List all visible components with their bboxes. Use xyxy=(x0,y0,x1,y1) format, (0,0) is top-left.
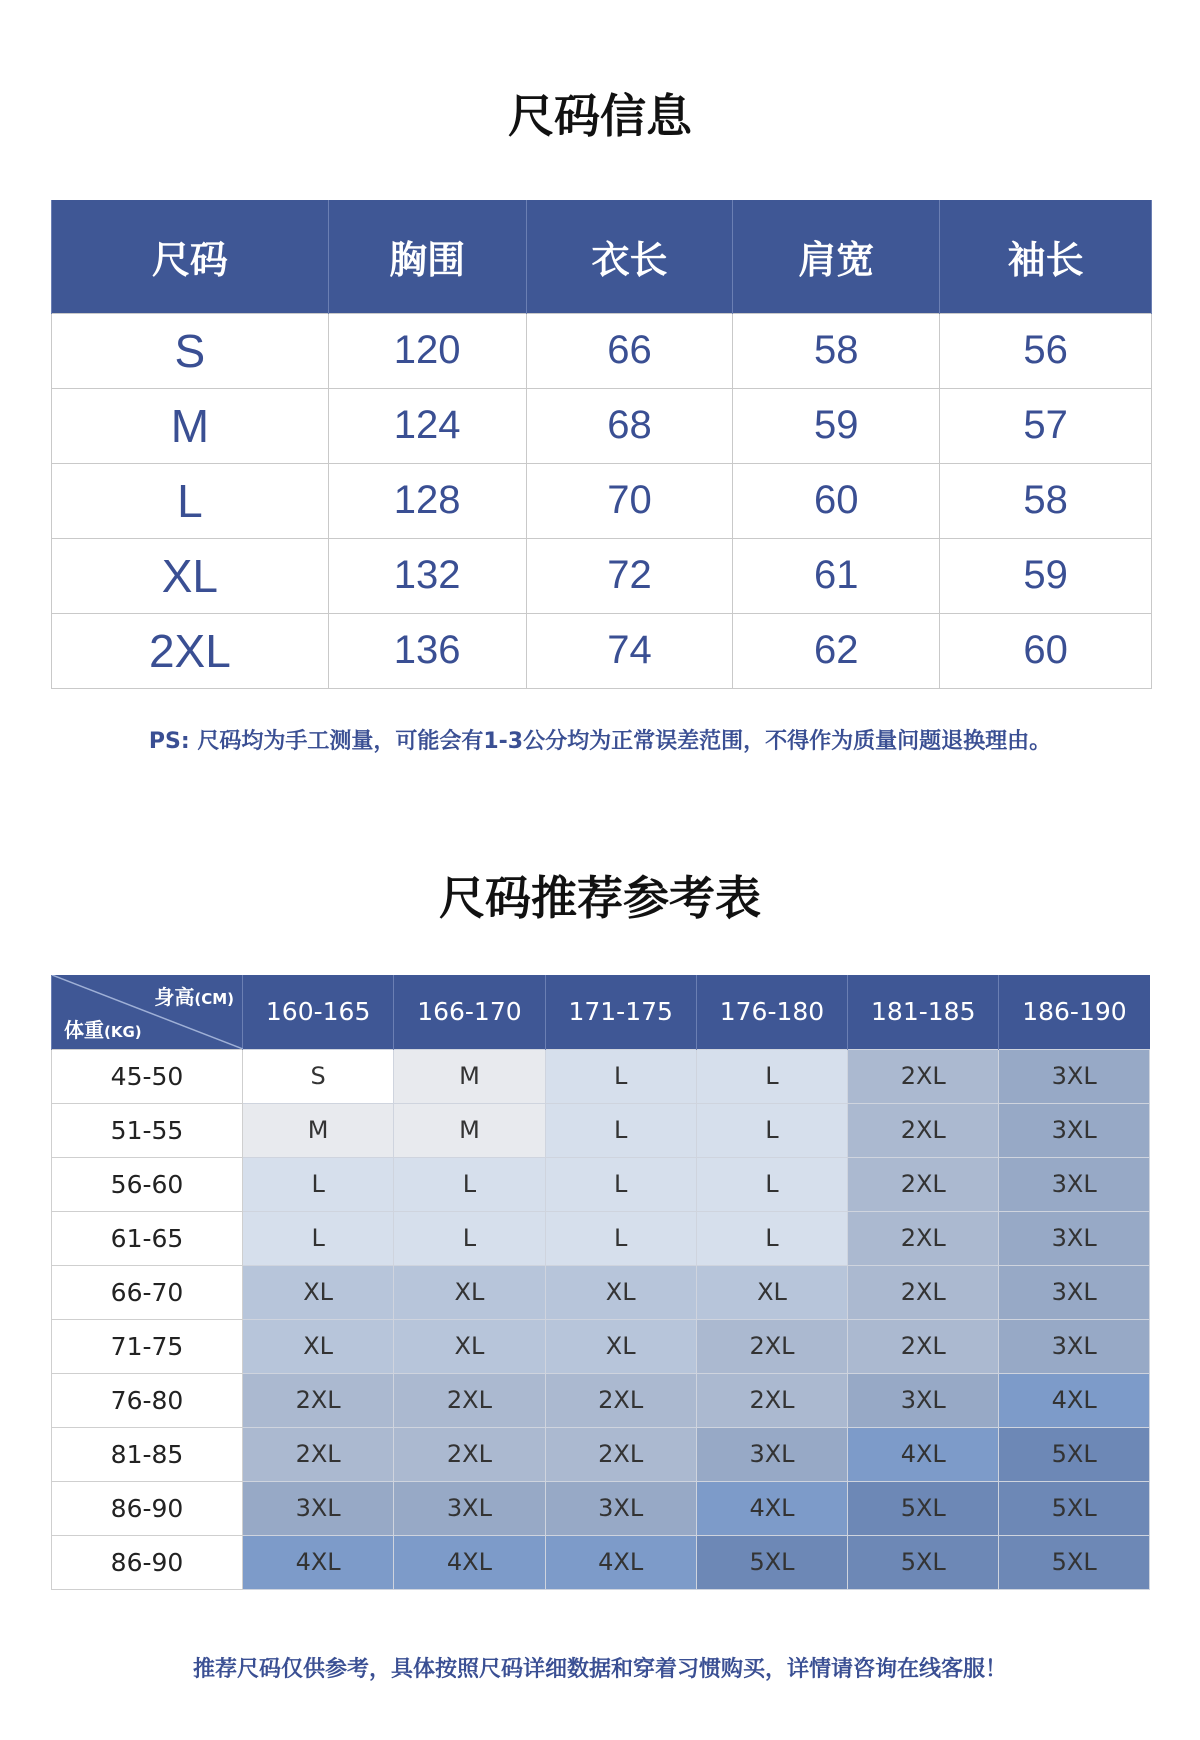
recommended-size-cell: 3XL xyxy=(999,1103,1150,1157)
measurement-cell: 74 xyxy=(526,613,733,688)
recommendation-row xyxy=(52,1103,1150,1157)
recommendation-row xyxy=(52,1265,1150,1319)
recommended-size-cell: 5XL xyxy=(848,1535,999,1589)
recommended-size-cell: XL xyxy=(243,1265,394,1319)
recommended-size-cell: 3XL xyxy=(999,1049,1150,1103)
recommended-size-cell: 2XL xyxy=(848,1103,999,1157)
recommended-size-cell: 3XL xyxy=(696,1427,847,1481)
recommended-size-cell: XL xyxy=(545,1319,696,1373)
corner-header xyxy=(52,975,243,1049)
height-header-cell: 176-180 xyxy=(696,975,847,1049)
recommended-size-cell: 5XL xyxy=(848,1481,999,1535)
recommended-size-cell: L xyxy=(545,1211,696,1265)
recommended-size-cell: L xyxy=(394,1211,545,1265)
recommended-size-cell: 3XL xyxy=(999,1211,1150,1265)
recommended-size-cell: 2XL xyxy=(545,1373,696,1427)
weight-cell: 61-65 xyxy=(52,1211,243,1265)
size-cell: 2XL xyxy=(52,613,329,688)
recommended-size-cell: L xyxy=(243,1211,394,1265)
recommended-size-cell: M xyxy=(394,1103,545,1157)
recommendation-row xyxy=(52,1211,1150,1265)
recommended-size-cell: XL xyxy=(394,1265,545,1319)
size-info-row xyxy=(52,313,1152,388)
recommendation-row xyxy=(52,1481,1150,1535)
recommendation-row xyxy=(52,1427,1150,1481)
measurement-cell: 66 xyxy=(526,313,733,388)
weight-cell: 86-90 xyxy=(52,1535,243,1589)
measurement-cell: 62 xyxy=(733,613,940,688)
recommended-size-cell: 3XL xyxy=(999,1265,1150,1319)
height-header-cell: 171-175 xyxy=(545,975,696,1049)
recommended-size-cell: 2XL xyxy=(848,1049,999,1103)
recommended-size-cell: XL xyxy=(696,1265,847,1319)
recommendation-row xyxy=(52,1373,1150,1427)
recommended-size-cell: 5XL xyxy=(999,1427,1150,1481)
measurement-cell: 56 xyxy=(940,313,1152,388)
header-shoulder: 肩宽 xyxy=(733,200,940,313)
recommended-size-cell: 3XL xyxy=(545,1481,696,1535)
height-header-cell: 166-170 xyxy=(394,975,545,1049)
measurement-cell: 58 xyxy=(733,313,940,388)
recommended-size-cell: 3XL xyxy=(848,1373,999,1427)
recommended-size-cell: XL xyxy=(545,1265,696,1319)
size-cell: S xyxy=(52,313,329,388)
measurement-cell: 57 xyxy=(940,388,1152,463)
recommended-size-cell: M xyxy=(243,1103,394,1157)
recommended-size-cell: 4XL xyxy=(394,1535,545,1589)
recommended-size-cell: 3XL xyxy=(394,1481,545,1535)
measurement-cell: 68 xyxy=(526,388,733,463)
corner-weight-label: 体重(KG) xyxy=(64,1017,142,1042)
recommended-size-cell: L xyxy=(394,1157,545,1211)
size-cell: XL xyxy=(52,538,329,613)
recommended-size-cell: L xyxy=(545,1049,696,1103)
measurement-cell: 70 xyxy=(526,463,733,538)
measurement-cell: 61 xyxy=(733,538,940,613)
weight-cell: 76-80 xyxy=(52,1373,243,1427)
recommended-size-cell: XL xyxy=(243,1319,394,1373)
recommended-size-cell: M xyxy=(394,1049,545,1103)
header-length: 衣长 xyxy=(526,200,733,313)
size-cell: M xyxy=(52,388,329,463)
recommended-size-cell: 2XL xyxy=(848,1265,999,1319)
recommended-size-cell: 3XL xyxy=(999,1319,1150,1373)
measurement-cell: 58 xyxy=(940,463,1152,538)
recommendation-row xyxy=(52,1049,1150,1103)
corner-height-label: 身高(CM) xyxy=(154,985,234,1009)
size-info-row xyxy=(52,463,1152,538)
recommended-size-cell: L xyxy=(696,1157,847,1211)
recommended-size-cell: L xyxy=(545,1103,696,1157)
weight-cell: 81-85 xyxy=(52,1427,243,1481)
recommended-size-cell: 5XL xyxy=(999,1535,1150,1589)
recommended-size-cell: 4XL xyxy=(999,1373,1150,1427)
size-info-title: 尺码信息 xyxy=(508,89,692,143)
recommended-size-cell: 2XL xyxy=(848,1319,999,1373)
recommended-size-cell: 2XL xyxy=(696,1373,847,1427)
recommended-size-cell: L xyxy=(696,1049,847,1103)
recommended-size-cell: S xyxy=(243,1049,394,1103)
recommended-size-cell: 2XL xyxy=(848,1157,999,1211)
size-info-header-row xyxy=(52,200,1152,313)
recommended-size-cell: L xyxy=(545,1157,696,1211)
measurement-cell: 124 xyxy=(328,388,526,463)
recommendation-header-row xyxy=(52,975,1150,1049)
measurement-cell: 72 xyxy=(526,538,733,613)
size-info-row xyxy=(52,538,1152,613)
size-info-table xyxy=(51,200,1152,689)
height-header-cell: 160-165 xyxy=(243,975,394,1049)
recommendation-row xyxy=(52,1319,1150,1373)
recommendation-table xyxy=(51,975,1150,1590)
recommended-size-cell: 4XL xyxy=(545,1535,696,1589)
size-info-row xyxy=(52,613,1152,688)
header-size: 尺码 xyxy=(52,200,329,313)
size-info-row xyxy=(52,388,1152,463)
recommended-size-cell: 4XL xyxy=(696,1481,847,1535)
header-chest: 胸围 xyxy=(328,200,526,313)
measurement-cell: 128 xyxy=(328,463,526,538)
recommended-size-cell: L xyxy=(243,1157,394,1211)
recommendation-title: 尺码推荐参考表 xyxy=(439,871,761,925)
size-info-note: PS: 尺码均为手工测量，可能会有1-3公分均为正常误差范围，不得作为质量问题退换理由。 xyxy=(148,729,1052,754)
recommended-size-cell: 2XL xyxy=(848,1211,999,1265)
recommended-size-cell: 4XL xyxy=(848,1427,999,1481)
recommendation-row xyxy=(52,1535,1150,1589)
recommended-size-cell: 3XL xyxy=(243,1481,394,1535)
recommended-size-cell: L xyxy=(696,1103,847,1157)
recommendation-note: 推荐尺码仅供参考，具体按照尺码详细数据和穿着习惯购买，详情请咨询在线客服！ xyxy=(192,1657,1007,1682)
recommended-size-cell: 3XL xyxy=(999,1157,1150,1211)
measurement-cell: 132 xyxy=(328,538,526,613)
weight-cell: 86-90 xyxy=(52,1481,243,1535)
measurement-cell: 59 xyxy=(940,538,1152,613)
height-header-cell: 181-185 xyxy=(848,975,999,1049)
measurement-cell: 120 xyxy=(328,313,526,388)
recommended-size-cell: 5XL xyxy=(999,1481,1150,1535)
measurement-cell: 60 xyxy=(940,613,1152,688)
weight-cell: 56-60 xyxy=(52,1157,243,1211)
size-cell: L xyxy=(52,463,329,538)
recommended-size-cell: 2XL xyxy=(394,1427,545,1481)
recommendation-row xyxy=(52,1157,1150,1211)
weight-cell: 71-75 xyxy=(52,1319,243,1373)
recommended-size-cell: 2XL xyxy=(243,1373,394,1427)
weight-cell: 45-50 xyxy=(52,1049,243,1103)
recommended-size-cell: 2XL xyxy=(394,1373,545,1427)
measurement-cell: 136 xyxy=(328,613,526,688)
recommended-size-cell: L xyxy=(696,1211,847,1265)
measurement-cell: 59 xyxy=(733,388,940,463)
recommended-size-cell: 5XL xyxy=(696,1535,847,1589)
weight-cell: 51-55 xyxy=(52,1103,243,1157)
recommended-size-cell: 2XL xyxy=(696,1319,847,1373)
recommended-size-cell: XL xyxy=(394,1319,545,1373)
recommended-size-cell: 4XL xyxy=(243,1535,394,1589)
height-header-cell: 186-190 xyxy=(999,975,1150,1049)
recommended-size-cell: 2XL xyxy=(243,1427,394,1481)
weight-cell: 66-70 xyxy=(52,1265,243,1319)
measurement-cell: 60 xyxy=(733,463,940,538)
header-sleeve: 袖长 xyxy=(940,200,1152,313)
recommended-size-cell: 2XL xyxy=(545,1427,696,1481)
